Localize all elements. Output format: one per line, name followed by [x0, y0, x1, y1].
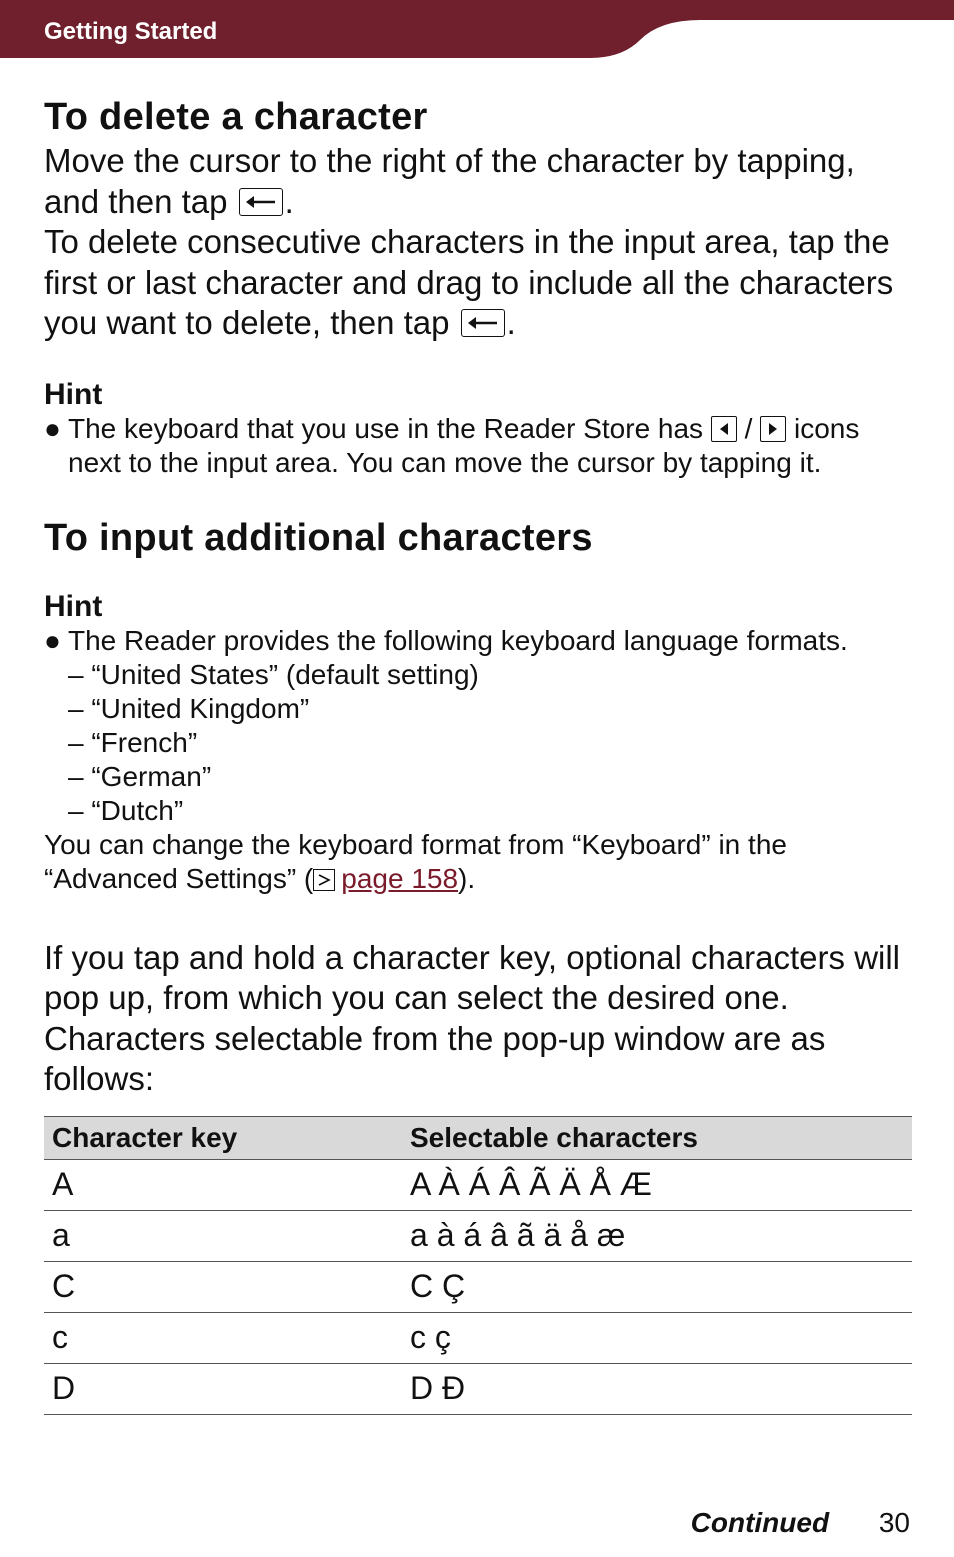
format-list-item: – “Dutch”	[68, 794, 184, 826]
hint-text-b: icons next to the input area. You can move the cursor by tapping it.	[68, 412, 860, 478]
change-format-text-b: ).	[458, 862, 476, 894]
hint-title: Hint	[44, 589, 103, 623]
table-row	[44, 1261, 912, 1312]
hint-title: Hint	[44, 377, 103, 411]
format-list-item: – “German”	[68, 760, 212, 792]
page-footer	[691, 1505, 910, 1541]
continued-label: Continued	[690, 1507, 830, 1538]
change-format-text-a: You can change the keyboard format from “Keyboard” in the “Advanced Settings” (	[44, 828, 787, 894]
arrow-right-icon	[317, 873, 331, 887]
delete-paragraph-1-text: Move the cursor to the right of the character by tapping, and then tap	[44, 142, 855, 220]
table-cell-chars: c ç	[402, 1312, 912, 1363]
delete-paragraph-2-text: To delete consecutive characters in the input area, tap the first or last character and drag to include all the characters you want to delete, then tap	[44, 223, 894, 341]
table-cell-chars: A À Á Â Ã Ä Å Æ	[402, 1159, 912, 1210]
header-bar	[0, 0, 954, 58]
table-cell-chars: a à á â ã ä å æ	[402, 1210, 912, 1261]
backspace-icon	[239, 188, 283, 216]
change-format-text	[44, 828, 912, 896]
table-row	[44, 1312, 912, 1363]
hint-slash: /	[744, 412, 753, 444]
section-heading-delete: To delete a character	[44, 96, 428, 138]
delete-paragraph-1-end: .	[284, 182, 294, 220]
table-cell-key: a	[44, 1210, 402, 1261]
hint-intro: The Reader provides the following keyboard language formats.	[68, 624, 848, 656]
table-cell-key: C	[44, 1261, 402, 1312]
backspace-icon	[461, 309, 505, 337]
hint-bullet-item	[44, 412, 912, 480]
table-cell-chars: D Ð	[402, 1363, 912, 1414]
left-triangle-icon	[718, 422, 730, 436]
table-cell-key: A	[44, 1159, 402, 1210]
bullet-icon: ●	[44, 412, 61, 444]
left-arrow-key-icon	[711, 416, 737, 442]
table-row	[44, 1210, 912, 1261]
table-header-character-key: Character key	[44, 1116, 402, 1159]
backspace-arrow-icon	[246, 194, 276, 210]
section-heading-additional: To input additional characters	[44, 516, 593, 559]
page-number: 30	[878, 1507, 910, 1538]
table-header-selectable-characters: Selectable characters	[402, 1116, 912, 1159]
table-row	[44, 1159, 912, 1210]
popup-paragraph: If you tap and hold a character key, optional characters will pop up, from which you can select the desired one. Characters selectable from the pop-up window are as follows:	[44, 938, 901, 1097]
delete-paragraph-2	[44, 222, 912, 344]
format-list-item: – “United Kingdom”	[68, 692, 310, 724]
delete-paragraph-2-end: .	[506, 304, 516, 341]
page-158-link[interactable]: page 158	[341, 862, 459, 894]
header-title: Getting Started	[44, 18, 218, 45]
table-cell-key: c	[44, 1312, 402, 1363]
table-header-row	[44, 1116, 912, 1159]
table-cell-key: D	[44, 1363, 402, 1414]
bullet-icon: ●	[44, 624, 61, 656]
right-arrow-key-icon	[760, 416, 786, 442]
format-list-item: – “United States” (default setting)	[68, 658, 479, 690]
hint-text-a: The keyboard that you use in the Reader Store has	[68, 412, 704, 444]
delete-paragraph-1	[44, 141, 912, 222]
hint-bullet-item	[44, 624, 912, 658]
character-table	[44, 1116, 912, 1415]
page-content	[44, 95, 912, 1415]
page-link-icon[interactable]	[313, 869, 335, 891]
table-row	[44, 1363, 912, 1414]
right-triangle-icon	[767, 422, 779, 436]
backspace-arrow-icon	[468, 315, 498, 331]
table-cell-chars: C Ç	[402, 1261, 912, 1312]
format-list-item: – “French”	[68, 726, 198, 758]
